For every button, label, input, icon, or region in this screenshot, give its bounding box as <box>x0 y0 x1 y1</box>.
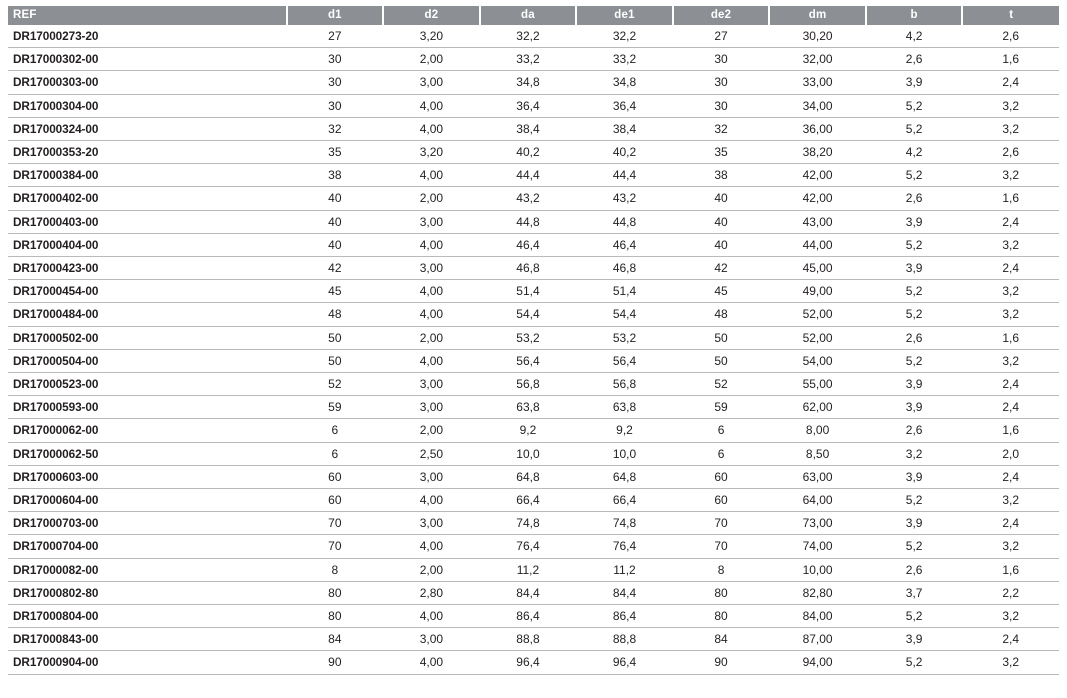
cell-da: 66,4 <box>480 489 577 512</box>
cell-de2: 70 <box>673 512 770 535</box>
cell-de2: 8 <box>673 558 770 581</box>
cell-d2: 4,00 <box>383 535 480 558</box>
cell-t: 2,6 <box>962 141 1059 164</box>
cell-ref: DR17000403-00 <box>8 210 287 233</box>
cell-dm: 52,00 <box>769 303 866 326</box>
cell-de1: 86,4 <box>576 605 673 628</box>
cell-b: 2,6 <box>866 558 963 581</box>
cell-da: 9,2 <box>480 419 577 442</box>
cell-d1: 52 <box>287 373 384 396</box>
cell-de1: 9,2 <box>576 419 673 442</box>
cell-b: 5,2 <box>866 349 963 372</box>
cell-de1: 53,2 <box>576 326 673 349</box>
cell-d2: 2,00 <box>383 558 480 581</box>
cell-dm: 55,00 <box>769 373 866 396</box>
cell-dm: 94,00 <box>769 651 866 674</box>
cell-dm: 62,00 <box>769 396 866 419</box>
cell-t: 2,4 <box>962 373 1059 396</box>
cell-de2: 30 <box>673 71 770 94</box>
cell-d1: 6 <box>287 442 384 465</box>
cell-dm: 32,00 <box>769 48 866 71</box>
cell-b: 5,2 <box>866 651 963 674</box>
cell-d1: 60 <box>287 489 384 512</box>
cell-da: 36,4 <box>480 94 577 117</box>
cell-d2: 3,20 <box>383 25 480 48</box>
cell-da: 96,4 <box>480 651 577 674</box>
table-row <box>8 442 1059 465</box>
table-header-row <box>8 6 1059 25</box>
cell-ref: DR17000273-20 <box>8 25 287 48</box>
cell-de1: 33,2 <box>576 48 673 71</box>
cell-da: 46,4 <box>480 233 577 256</box>
cell-t: 3,2 <box>962 535 1059 558</box>
cell-b: 3,9 <box>866 512 963 535</box>
cell-b: 5,2 <box>866 164 963 187</box>
cell-b: 5,2 <box>866 117 963 140</box>
cell-b: 5,2 <box>866 303 963 326</box>
cell-ref: DR17000303-00 <box>8 71 287 94</box>
cell-b: 5,2 <box>866 233 963 256</box>
table-row <box>8 164 1059 187</box>
cell-ref: DR17000304-00 <box>8 94 287 117</box>
cell-ref: DR17000523-00 <box>8 373 287 396</box>
cell-ref: DR17000802-80 <box>8 581 287 604</box>
cell-dm: 10,00 <box>769 558 866 581</box>
cell-dm: 8,50 <box>769 442 866 465</box>
cell-dm: 33,00 <box>769 71 866 94</box>
cell-ref: DR17000384-00 <box>8 164 287 187</box>
cell-ref: DR17000302-00 <box>8 48 287 71</box>
column-header-dm: dm <box>769 6 866 25</box>
cell-de2: 60 <box>673 489 770 512</box>
cell-d2: 4,00 <box>383 94 480 117</box>
cell-d1: 84 <box>287 628 384 651</box>
table-row <box>8 489 1059 512</box>
cell-b: 5,2 <box>866 94 963 117</box>
cell-d1: 30 <box>287 94 384 117</box>
cell-de1: 32,2 <box>576 25 673 48</box>
cell-t: 1,6 <box>962 558 1059 581</box>
cell-d1: 32 <box>287 117 384 140</box>
column-header-ref: REF <box>8 6 287 25</box>
cell-da: 46,8 <box>480 257 577 280</box>
cell-t: 2,4 <box>962 465 1059 488</box>
cell-da: 11,2 <box>480 558 577 581</box>
cell-d2: 4,00 <box>383 280 480 303</box>
cell-ref: DR17000704-00 <box>8 535 287 558</box>
cell-ref: DR17000353-20 <box>8 141 287 164</box>
cell-de1: 36,4 <box>576 94 673 117</box>
cell-de2: 48 <box>673 303 770 326</box>
cell-d2: 4,00 <box>383 605 480 628</box>
cell-d2: 2,00 <box>383 419 480 442</box>
cell-de1: 88,8 <box>576 628 673 651</box>
cell-b: 3,9 <box>866 71 963 94</box>
cell-de2: 30 <box>673 94 770 117</box>
cell-de1: 76,4 <box>576 535 673 558</box>
cell-t: 3,2 <box>962 117 1059 140</box>
cell-d2: 3,00 <box>383 396 480 419</box>
cell-b: 3,9 <box>866 396 963 419</box>
cell-d1: 90 <box>287 651 384 674</box>
cell-de2: 32 <box>673 117 770 140</box>
cell-d2: 3,00 <box>383 71 480 94</box>
cell-t: 1,6 <box>962 187 1059 210</box>
cell-t: 2,4 <box>962 210 1059 233</box>
cell-t: 2,4 <box>962 512 1059 535</box>
cell-ref: DR17000454-00 <box>8 280 287 303</box>
cell-b: 5,2 <box>866 605 963 628</box>
dimensions-table <box>8 6 1059 675</box>
cell-ref: DR17000062-50 <box>8 442 287 465</box>
cell-d2: 3,00 <box>383 257 480 280</box>
cell-t: 2,4 <box>962 628 1059 651</box>
cell-dm: 73,00 <box>769 512 866 535</box>
cell-de1: 34,8 <box>576 71 673 94</box>
cell-b: 3,9 <box>866 210 963 233</box>
cell-d1: 40 <box>287 233 384 256</box>
cell-de2: 60 <box>673 465 770 488</box>
cell-de2: 45 <box>673 280 770 303</box>
cell-t: 3,2 <box>962 349 1059 372</box>
table-row <box>8 373 1059 396</box>
cell-dm: 38,20 <box>769 141 866 164</box>
cell-t: 3,2 <box>962 94 1059 117</box>
cell-de1: 11,2 <box>576 558 673 581</box>
table-row <box>8 326 1059 349</box>
cell-de2: 40 <box>673 187 770 210</box>
cell-ref: DR17000804-00 <box>8 605 287 628</box>
cell-da: 40,2 <box>480 141 577 164</box>
table-row <box>8 558 1059 581</box>
cell-de1: 43,2 <box>576 187 673 210</box>
cell-de2: 35 <box>673 141 770 164</box>
cell-da: 10,0 <box>480 442 577 465</box>
cell-dm: 84,00 <box>769 605 866 628</box>
cell-de1: 64,8 <box>576 465 673 488</box>
cell-d1: 60 <box>287 465 384 488</box>
table-row <box>8 581 1059 604</box>
cell-b: 5,2 <box>866 489 963 512</box>
cell-t: 1,6 <box>962 326 1059 349</box>
cell-de2: 84 <box>673 628 770 651</box>
table-header <box>8 6 1059 25</box>
cell-d2: 3,00 <box>383 465 480 488</box>
cell-ref: DR17000603-00 <box>8 465 287 488</box>
cell-de1: 10,0 <box>576 442 673 465</box>
cell-dm: 43,00 <box>769 210 866 233</box>
cell-de2: 6 <box>673 419 770 442</box>
cell-da: 32,2 <box>480 25 577 48</box>
cell-de1: 46,8 <box>576 257 673 280</box>
cell-t: 2,2 <box>962 581 1059 604</box>
cell-b: 3,9 <box>866 373 963 396</box>
cell-d1: 35 <box>287 141 384 164</box>
cell-d2: 3,00 <box>383 628 480 651</box>
cell-d1: 30 <box>287 48 384 71</box>
cell-de2: 80 <box>673 581 770 604</box>
table-row <box>8 512 1059 535</box>
cell-dm: 42,00 <box>769 187 866 210</box>
cell-ref: DR17000062-00 <box>8 419 287 442</box>
cell-d2: 3,00 <box>383 512 480 535</box>
cell-da: 56,8 <box>480 373 577 396</box>
cell-de2: 38 <box>673 164 770 187</box>
cell-dm: 54,00 <box>769 349 866 372</box>
cell-de1: 40,2 <box>576 141 673 164</box>
cell-dm: 87,00 <box>769 628 866 651</box>
cell-da: 44,8 <box>480 210 577 233</box>
cell-d1: 80 <box>287 605 384 628</box>
cell-ref: DR17000604-00 <box>8 489 287 512</box>
cell-t: 2,4 <box>962 257 1059 280</box>
cell-b: 2,6 <box>866 187 963 210</box>
cell-ref: DR17000324-00 <box>8 117 287 140</box>
column-header-t: t <box>962 6 1059 25</box>
cell-t: 3,2 <box>962 164 1059 187</box>
cell-de2: 80 <box>673 605 770 628</box>
column-header-da: da <box>480 6 577 25</box>
cell-de2: 42 <box>673 257 770 280</box>
cell-ref: DR17000504-00 <box>8 349 287 372</box>
cell-de1: 56,8 <box>576 373 673 396</box>
cell-dm: 45,00 <box>769 257 866 280</box>
table-row <box>8 396 1059 419</box>
cell-dm: 44,00 <box>769 233 866 256</box>
cell-dm: 63,00 <box>769 465 866 488</box>
cell-dm: 52,00 <box>769 326 866 349</box>
cell-de1: 63,8 <box>576 396 673 419</box>
table-row <box>8 303 1059 326</box>
cell-de1: 51,4 <box>576 280 673 303</box>
cell-de2: 50 <box>673 326 770 349</box>
table-row <box>8 25 1059 48</box>
cell-da: 86,4 <box>480 605 577 628</box>
table-row <box>8 187 1059 210</box>
cell-b: 3,9 <box>866 257 963 280</box>
cell-da: 63,8 <box>480 396 577 419</box>
table-row <box>8 94 1059 117</box>
cell-de1: 96,4 <box>576 651 673 674</box>
table-row <box>8 233 1059 256</box>
cell-de2: 59 <box>673 396 770 419</box>
cell-d1: 27 <box>287 25 384 48</box>
cell-d1: 70 <box>287 512 384 535</box>
cell-t: 3,2 <box>962 651 1059 674</box>
cell-de1: 44,4 <box>576 164 673 187</box>
cell-d1: 8 <box>287 558 384 581</box>
cell-de1: 46,4 <box>576 233 673 256</box>
cell-d2: 4,00 <box>383 349 480 372</box>
table-row <box>8 535 1059 558</box>
cell-d2: 2,50 <box>383 442 480 465</box>
cell-dm: 42,00 <box>769 164 866 187</box>
cell-da: 43,2 <box>480 187 577 210</box>
cell-b: 5,2 <box>866 535 963 558</box>
cell-d2: 2,00 <box>383 187 480 210</box>
table-body <box>8 25 1059 674</box>
cell-d1: 48 <box>287 303 384 326</box>
cell-da: 34,8 <box>480 71 577 94</box>
cell-d1: 40 <box>287 210 384 233</box>
cell-d1: 42 <box>287 257 384 280</box>
table-row <box>8 71 1059 94</box>
cell-d1: 45 <box>287 280 384 303</box>
cell-t: 2,6 <box>962 25 1059 48</box>
column-header-de1: de1 <box>576 6 673 25</box>
cell-da: 51,4 <box>480 280 577 303</box>
cell-b: 4,2 <box>866 25 963 48</box>
cell-t: 3,2 <box>962 233 1059 256</box>
cell-b: 3,7 <box>866 581 963 604</box>
cell-da: 53,2 <box>480 326 577 349</box>
cell-d2: 2,00 <box>383 326 480 349</box>
cell-de2: 27 <box>673 25 770 48</box>
table-row <box>8 605 1059 628</box>
cell-t: 3,2 <box>962 280 1059 303</box>
table-row <box>8 349 1059 372</box>
cell-dm: 34,00 <box>769 94 866 117</box>
column-header-de2: de2 <box>673 6 770 25</box>
cell-da: 64,8 <box>480 465 577 488</box>
table-row <box>8 280 1059 303</box>
cell-d1: 38 <box>287 164 384 187</box>
cell-de1: 44,8 <box>576 210 673 233</box>
table-row <box>8 257 1059 280</box>
table-row <box>8 651 1059 674</box>
cell-t: 1,6 <box>962 419 1059 442</box>
cell-b: 3,9 <box>866 465 963 488</box>
cell-d2: 4,00 <box>383 303 480 326</box>
cell-d1: 70 <box>287 535 384 558</box>
cell-b: 2,6 <box>866 326 963 349</box>
cell-d1: 6 <box>287 419 384 442</box>
cell-d1: 59 <box>287 396 384 419</box>
cell-de2: 52 <box>673 373 770 396</box>
cell-de2: 40 <box>673 210 770 233</box>
cell-da: 84,4 <box>480 581 577 604</box>
cell-de2: 90 <box>673 651 770 674</box>
cell-ref: DR17000593-00 <box>8 396 287 419</box>
cell-t: 2,0 <box>962 442 1059 465</box>
table-row <box>8 117 1059 140</box>
cell-dm: 64,00 <box>769 489 866 512</box>
cell-b: 2,6 <box>866 48 963 71</box>
cell-d2: 2,00 <box>383 48 480 71</box>
cell-dm: 82,80 <box>769 581 866 604</box>
cell-d2: 2,80 <box>383 581 480 604</box>
cell-b: 4,2 <box>866 141 963 164</box>
cell-de2: 50 <box>673 349 770 372</box>
cell-ref: DR17000402-00 <box>8 187 287 210</box>
cell-d2: 4,00 <box>383 651 480 674</box>
cell-d2: 4,00 <box>383 164 480 187</box>
cell-d2: 4,00 <box>383 233 480 256</box>
cell-b: 3,2 <box>866 442 963 465</box>
cell-da: 56,4 <box>480 349 577 372</box>
table-row <box>8 210 1059 233</box>
cell-de2: 70 <box>673 535 770 558</box>
cell-t: 3,2 <box>962 605 1059 628</box>
table-row <box>8 141 1059 164</box>
cell-t: 2,4 <box>962 71 1059 94</box>
cell-ref: DR17000484-00 <box>8 303 287 326</box>
table-row <box>8 48 1059 71</box>
cell-d1: 80 <box>287 581 384 604</box>
cell-ref: DR17000904-00 <box>8 651 287 674</box>
cell-d1: 30 <box>287 71 384 94</box>
table-row <box>8 628 1059 651</box>
cell-dm: 36,00 <box>769 117 866 140</box>
cell-da: 54,4 <box>480 303 577 326</box>
cell-dm: 8,00 <box>769 419 866 442</box>
cell-ref: DR17000082-00 <box>8 558 287 581</box>
cell-de1: 84,4 <box>576 581 673 604</box>
cell-b: 3,9 <box>866 628 963 651</box>
table-row <box>8 465 1059 488</box>
cell-de2: 6 <box>673 442 770 465</box>
cell-d2: 3,00 <box>383 210 480 233</box>
cell-d2: 4,00 <box>383 489 480 512</box>
cell-d2: 4,00 <box>383 117 480 140</box>
cell-b: 5,2 <box>866 280 963 303</box>
column-header-b: b <box>866 6 963 25</box>
cell-de1: 54,4 <box>576 303 673 326</box>
cell-dm: 74,00 <box>769 535 866 558</box>
cell-dm: 49,00 <box>769 280 866 303</box>
cell-t: 3,2 <box>962 489 1059 512</box>
cell-d1: 50 <box>287 326 384 349</box>
column-header-d1: d1 <box>287 6 384 25</box>
cell-de1: 56,4 <box>576 349 673 372</box>
cell-t: 2,4 <box>962 396 1059 419</box>
cell-d1: 50 <box>287 349 384 372</box>
cell-dm: 30,20 <box>769 25 866 48</box>
cell-ref: DR17000502-00 <box>8 326 287 349</box>
cell-ref: DR17000404-00 <box>8 233 287 256</box>
column-header-d2: d2 <box>383 6 480 25</box>
cell-de1: 74,8 <box>576 512 673 535</box>
cell-da: 74,8 <box>480 512 577 535</box>
cell-ref: DR17000423-00 <box>8 257 287 280</box>
cell-b: 2,6 <box>866 419 963 442</box>
cell-d2: 3,00 <box>383 373 480 396</box>
cell-d1: 40 <box>287 187 384 210</box>
cell-da: 33,2 <box>480 48 577 71</box>
cell-t: 1,6 <box>962 48 1059 71</box>
cell-da: 44,4 <box>480 164 577 187</box>
cell-ref: DR17000703-00 <box>8 512 287 535</box>
cell-da: 76,4 <box>480 535 577 558</box>
cell-ref: DR17000843-00 <box>8 628 287 651</box>
cell-d2: 3,20 <box>383 141 480 164</box>
cell-de2: 30 <box>673 48 770 71</box>
cell-t: 3,2 <box>962 303 1059 326</box>
cell-de1: 38,4 <box>576 117 673 140</box>
cell-da: 88,8 <box>480 628 577 651</box>
cell-da: 38,4 <box>480 117 577 140</box>
table-row <box>8 419 1059 442</box>
cell-de1: 66,4 <box>576 489 673 512</box>
cell-de2: 40 <box>673 233 770 256</box>
